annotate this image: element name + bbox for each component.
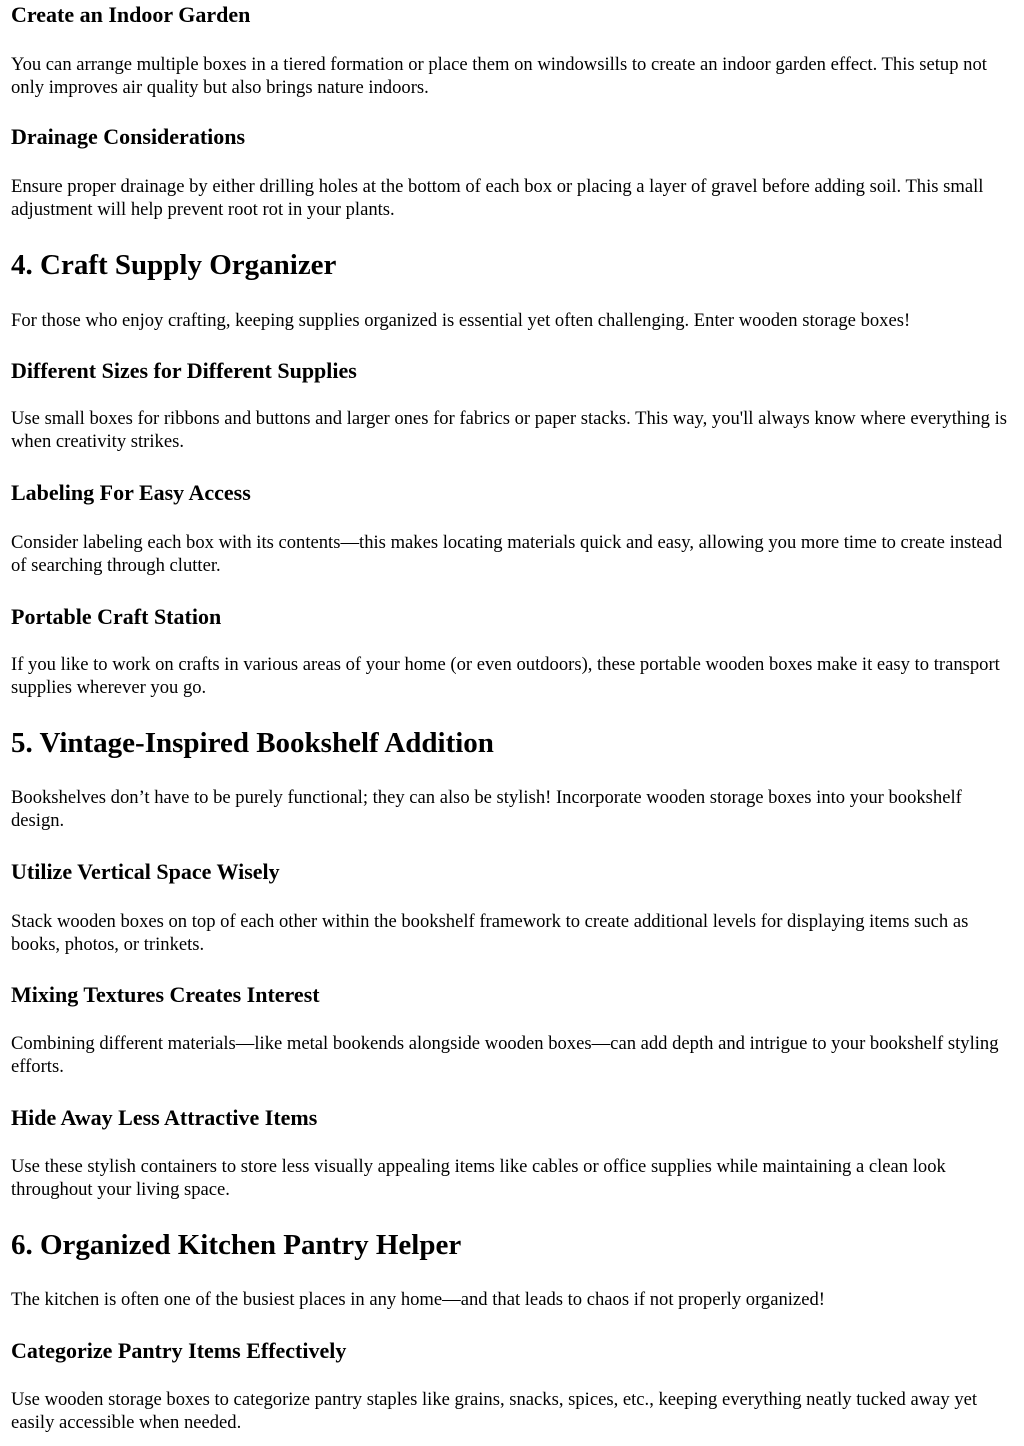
paragraph-kitchen-intro: The kitchen is often one of the busiest places in any home—and that leads to chaos if not properly organized! — [11, 1289, 825, 1310]
heading-labeling: Labeling For Easy Access — [11, 480, 251, 505]
paragraph-categorize-pantry: Use wooden storage boxes to categorize pantry staples like grains, snacks, spices, etc., keeping everything neatly tucked away yet easily accessible when needed. — [11, 1389, 978, 1433]
heading-vertical-space: Utilize Vertical Space Wisely — [11, 859, 280, 884]
heading-hide-away: Hide Away Less Attractive Items — [11, 1105, 318, 1130]
paragraph-drainage: Ensure proper drainage by either drilling holes at the bottom of each box or placing a layer of gravel before adding soil. This small adjustment will help prevent root rot in your plants. — [11, 176, 984, 220]
heading-kitchen-pantry: 6. Organized Kitchen Pantry Helper — [11, 1229, 462, 1261]
paragraph-different-sizes: Use small boxes for ribbons and buttons and larger ones for fabrics or paper stacks. This way, you'll always know where everything is when creativity strikes. — [11, 408, 1007, 452]
paragraph-craft-intro: For those who enjoy crafting, keeping supplies organized is essential yet often challenging. Enter wooden storage boxes! — [11, 310, 911, 331]
paragraph-bookshelf-intro: Bookshelves don’t have to be purely functional; they can also be stylish! Incorporate wooden storage boxes into your bookshelf design. — [11, 787, 962, 831]
paragraph-portable-craft-station: If you like to work on crafts in various areas of your home (or even outdoors), these portable wooden boxes make it easy to transport supplies wherever you go. — [11, 654, 1000, 698]
heading-vintage-bookshelf: 5. Vintage-Inspired Bookshelf Addition — [11, 727, 494, 759]
paragraph-vertical-space: Stack wooden boxes on top of each other within the bookshelf framework to create additional levels for displaying items such as books, photos, or trinkets. — [11, 911, 969, 955]
paragraph-indoor-garden: You can arrange multiple boxes in a tiered formation or place them on windowsills to create an indoor garden effect. This setup not only improves air quality but also brings nature indoors. — [11, 54, 987, 98]
paragraph-mixing-textures: Combining different materials—like metal bookends alongside wooden boxes—can add depth and intrigue to your bookshelf styling efforts. — [11, 1033, 999, 1077]
heading-drainage-considerations: Drainage Considerations — [11, 124, 246, 149]
heading-portable-craft-station: Portable Craft Station — [11, 604, 222, 629]
paragraph-hide-away: Use these stylish containers to store less visually appealing items like cables or office supplies while maintaining a clean look throughout your living space. — [11, 1156, 946, 1200]
heading-craft-supply-organizer: 4. Craft Supply Organizer — [11, 249, 337, 281]
heading-create-indoor-garden: Create an Indoor Garden — [11, 2, 251, 27]
heading-different-sizes: Different Sizes for Different Supplies — [11, 358, 357, 383]
paragraph-labeling: Consider labeling each box with its contents—this makes locating materials quick and easy, allowing you more time to create instead of searching through clutter. — [11, 532, 1003, 576]
heading-categorize-pantry: Categorize Pantry Items Effectively — [11, 1338, 347, 1363]
heading-mixing-textures: Mixing Textures Creates Interest — [11, 982, 320, 1007]
